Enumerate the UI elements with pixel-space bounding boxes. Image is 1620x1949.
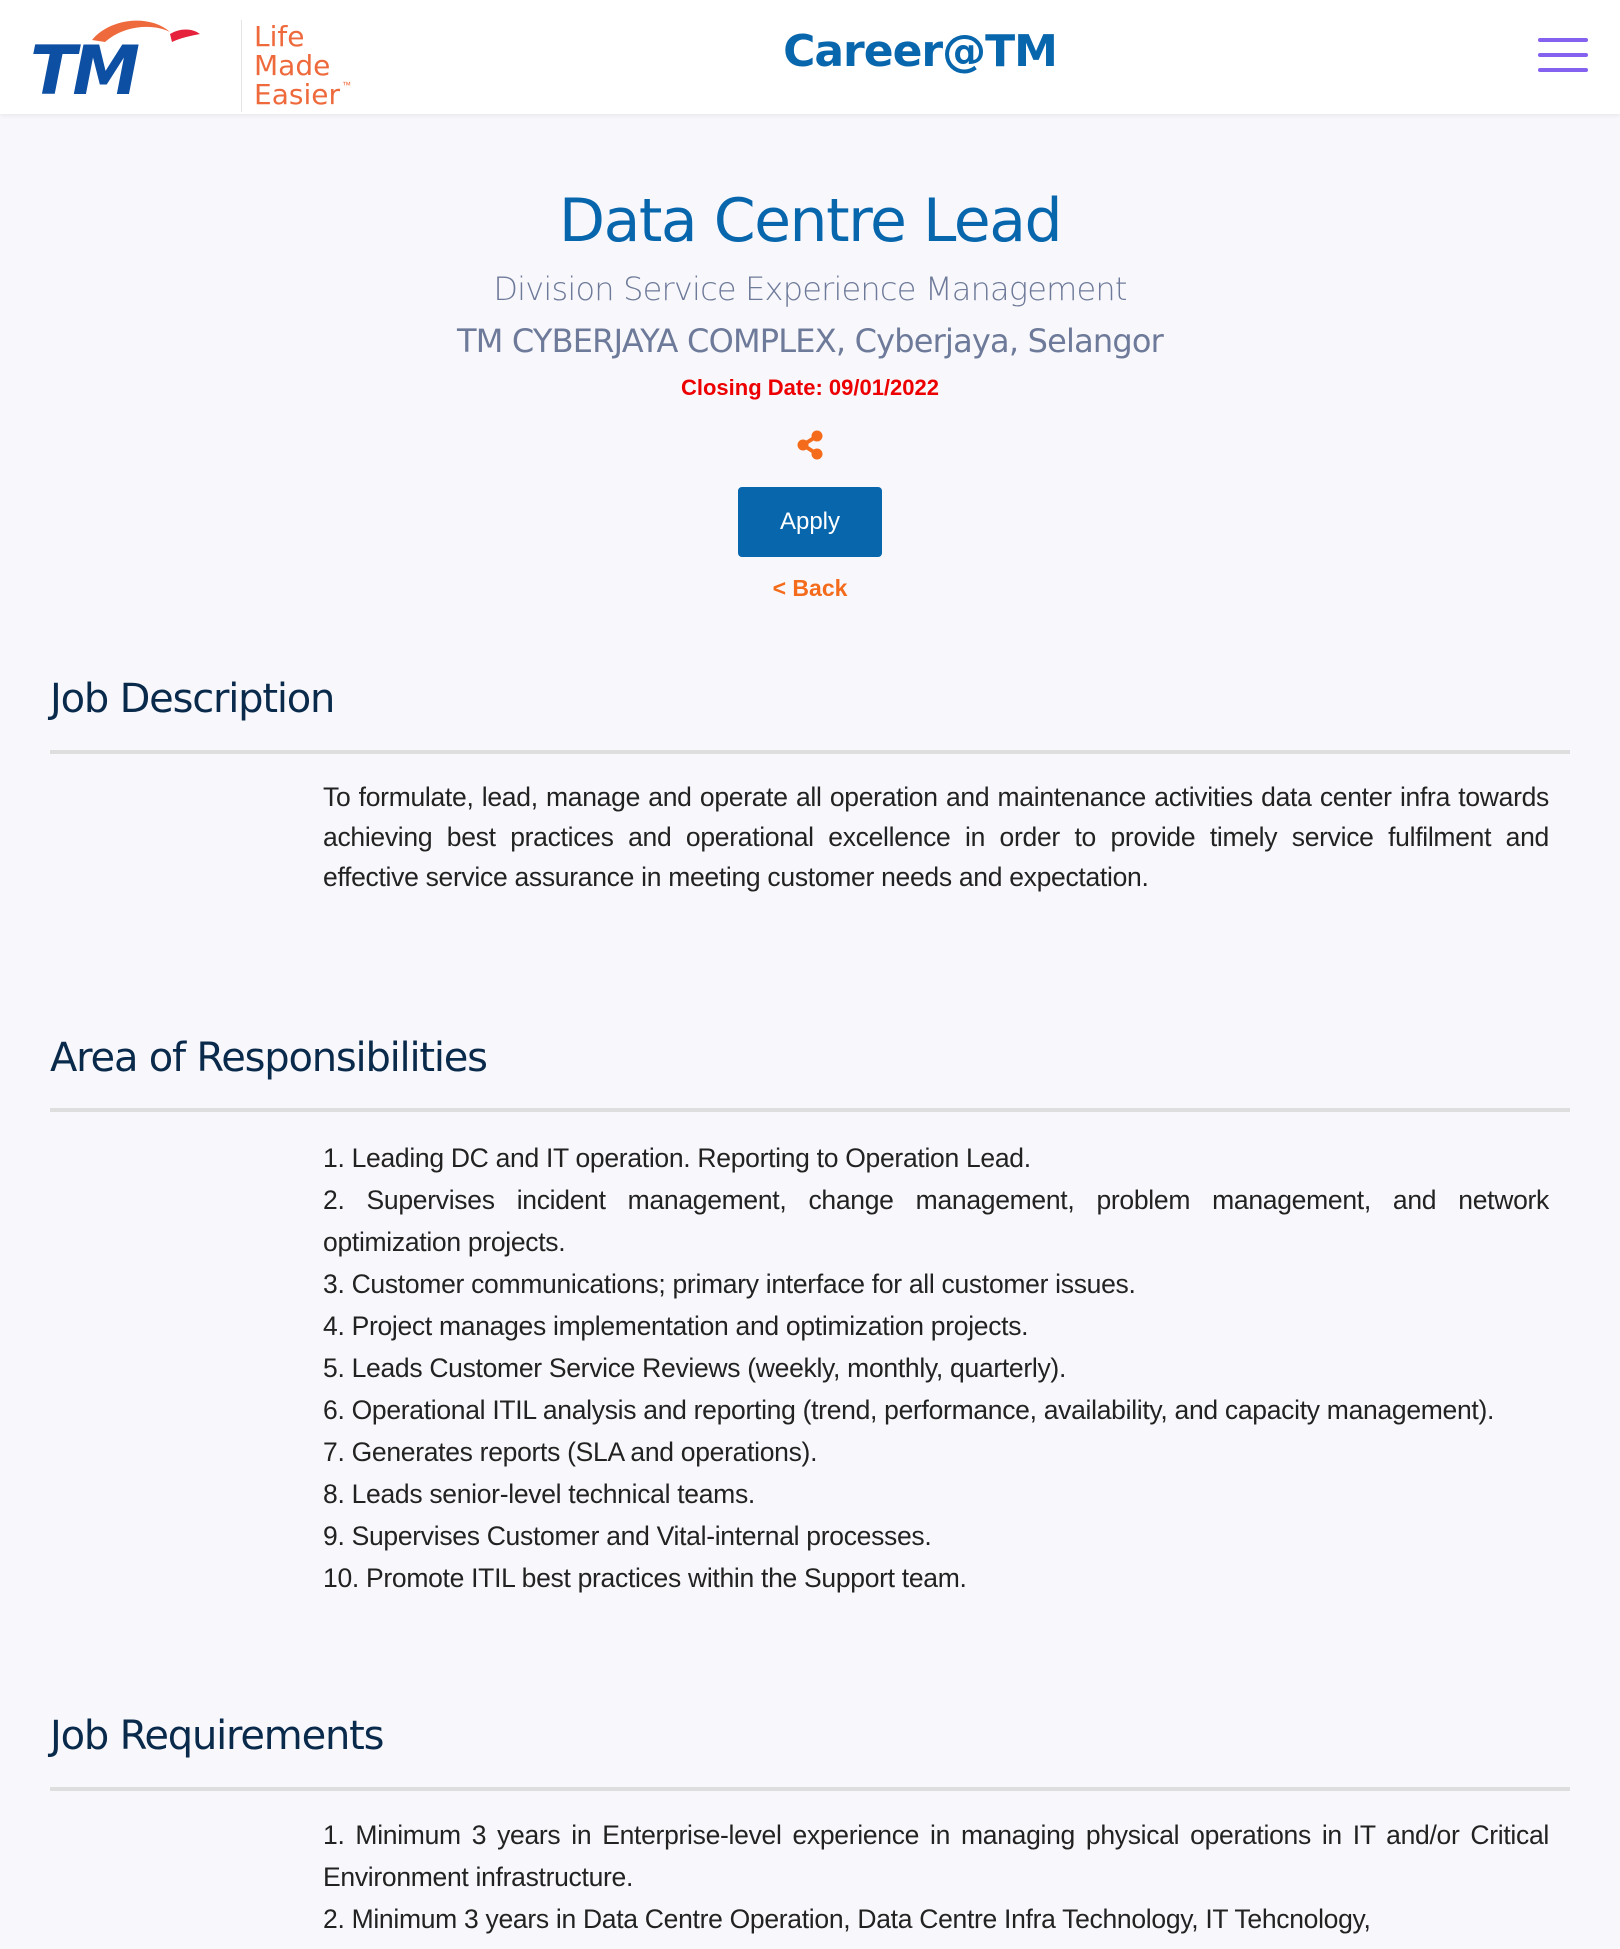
responsibilities-list	[323, 1137, 1549, 1599]
hamburger-menu-icon[interactable]	[1536, 34, 1590, 76]
section-heading-responsibilities: Area of Responsibilities	[50, 1035, 487, 1081]
closing-date: Closing Date: 09/01/2022	[680, 375, 939, 400]
apply-button[interactable]: Apply	[738, 487, 882, 557]
list-item: 5. Leads Customer Service Reviews (weekly, monthly, quarterly).	[323, 1353, 1067, 1383]
list-item: 9. Supervises Customer and Vital-internal processes.	[323, 1521, 932, 1551]
menu-bar	[1538, 38, 1588, 42]
list-item: 3. Customer communications; primary interface for all customer issues.	[323, 1269, 1136, 1299]
tm-logo-text: TM	[30, 32, 137, 104]
menu-bar	[1538, 68, 1588, 72]
list-item: 10. Promote ITIL best practices within the Support team.	[323, 1563, 967, 1593]
job-title: Data Centre Lead	[558, 186, 1062, 256]
back-link-wrapper	[0, 575, 1620, 602]
list-item: 7. Generates reports (SLA and operations).	[323, 1437, 818, 1467]
top-header	[0, 0, 1620, 114]
brand-title[interactable]: Career@TM	[783, 26, 1057, 77]
list-item: 6. Operational ITIL analysis and reporting (trend, performance, availability, and capacity management).	[323, 1395, 1495, 1425]
list-item: 1. Leading DC and IT operation. Reporting to Operation Lead.	[323, 1143, 1031, 1173]
list-item: 4. Project manages implementation and optimization projects.	[323, 1311, 1029, 1341]
job-description-text: To formulate, lead, manage and operate all operation and maintenance activities data center infra towards achieving best practices and operational excellence in order to provide timely service fulfilment and effective service assurance in meeting customer needs and expectation.	[323, 782, 1549, 892]
trademark-symbol: ™	[342, 80, 351, 90]
back-link[interactable]: < Back	[772, 575, 848, 601]
section-divider	[50, 750, 1570, 754]
tagline-line: Life	[254, 20, 305, 53]
list-item: 8. Leads senior-level technical teams.	[323, 1479, 755, 1509]
section-heading-job-requirements: Job Requirements	[50, 1713, 384, 1759]
menu-bar	[1538, 53, 1588, 57]
job-division: Division Service Experience Management	[493, 270, 1127, 308]
tagline-line: Made	[254, 49, 331, 82]
list-item: 1. Minimum 3 years in Enterprise-level experience in managing physical operations in IT and/or Critical Environment infrastructure.	[323, 1820, 1549, 1892]
job-location: TM CYBERJAYA COMPLEX, Cyberjaya, Selangor	[456, 322, 1164, 360]
tagline-line: Easier	[254, 78, 340, 111]
section-divider	[50, 1787, 1570, 1791]
section-heading-job-description: Job Description	[50, 676, 335, 722]
section-divider	[50, 1108, 1570, 1112]
list-item: 2. Supervises incident management, change management, problem management, and network optimization projects.	[323, 1185, 1549, 1257]
requirements-list	[323, 1814, 1549, 1940]
share-icon[interactable]	[796, 430, 824, 460]
list-item: 2. Minimum 3 years in Data Centre Operation, Data Centre Infra Technology, IT Tehcnology,	[323, 1904, 1371, 1934]
